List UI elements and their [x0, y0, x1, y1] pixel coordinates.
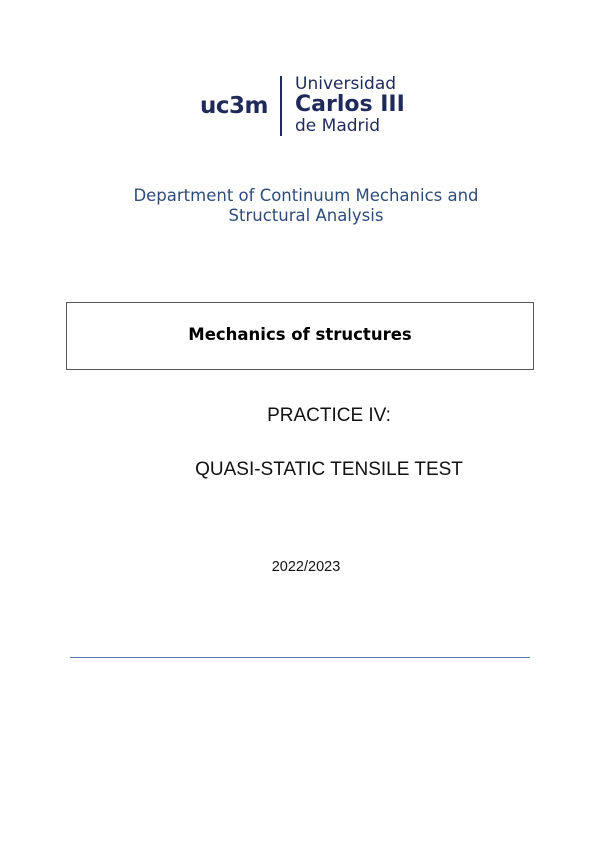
- practice-label: PRACTICE IV:: [267, 405, 391, 426]
- subject-title: Mechanics of structures: [188, 325, 412, 344]
- department-line-2: Structural Analysis: [228, 206, 384, 225]
- logo-mark: uc3m: [200, 93, 268, 119]
- logo-line-carlos: Carlos III: [295, 92, 405, 117]
- logo-divider: [280, 76, 282, 136]
- logo-line-madrid: de Madrid: [295, 116, 381, 136]
- logo-wordmark: [295, 74, 405, 136]
- university-logo: [200, 72, 410, 138]
- department-heading: [0, 186, 600, 226]
- practice-name: QUASI-STATIC TENSILE TEST: [195, 459, 463, 480]
- department-line-1: Department of Continuum Mechanics and: [133, 186, 479, 205]
- subject-box: [66, 302, 534, 370]
- horizontal-rule: [70, 657, 530, 658]
- logo-line-universidad: Universidad: [295, 74, 397, 94]
- academic-year: 2022/2023: [271, 559, 341, 575]
